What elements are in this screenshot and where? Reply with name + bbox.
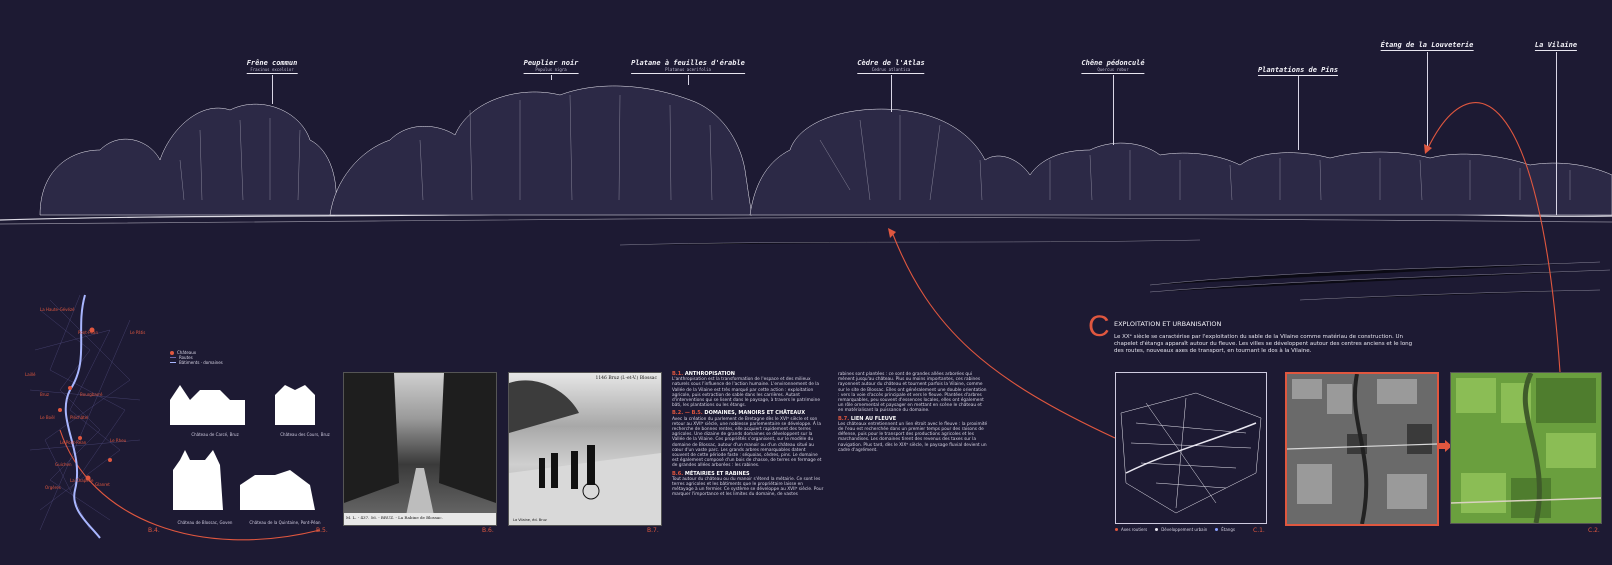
map-place-label: Bruz — [40, 392, 50, 397]
tree-name: Frêne commun — [246, 59, 298, 67]
map-place-label: Pléchâtel — [70, 415, 89, 420]
legend-label: Axes routiers — [1121, 527, 1148, 532]
tree-latin-name: Quercus robur — [1097, 67, 1129, 72]
paragraph-b6: Tout autour du château ou du manoir s'étend la métairie. Ce sont les terres agricoles et les bâtiments que le propriétaire laisse en métayage à un fermier. Ce système se développe au XVIIᵉ siècle. Pour marquer l'importance et les limites du domaine, de vastes — [672, 476, 824, 498]
figure-number-b6: B.6. — [482, 527, 494, 534]
photo-caption-1 — [346, 515, 443, 520]
tree-latin-name: Populus nigra — [535, 67, 567, 72]
tree-name: Plantations de Pins — [1257, 66, 1339, 74]
figure-number-b4: B.4. — [148, 527, 160, 534]
photo-caption-2: La Vilaine, éd. Bruz — [513, 518, 547, 522]
chateau-caption-3: Château de Blossac, Goven — [177, 520, 233, 525]
chateau-marker-icon — [170, 351, 174, 355]
map-place-label: Le Boël — [40, 415, 55, 420]
section-c-title: EXPLOITATION ET URBANISATION — [1114, 320, 1222, 328]
tree-name: La Vilaine — [1534, 41, 1578, 49]
chateau-silhouettes — [165, 370, 325, 520]
section-c-body: Le XXᵉ siècle se caractérise par l'exploitation du sable de la Vilaine comme matériau de construction. Un chapelet d'étangs apparaît autour du fleuve. Les villes se développent autour des centres anciens et le long des routes, nouveaux axes de transport, en tournant le dos à la Vilaine. — [1114, 334, 1413, 354]
axes-marker-icon — [1115, 528, 1118, 531]
paragraph-b1: L'anthropisation est la transformation de l'espace et des milieux naturels sous l'influence de l'action humaine. L'environnement de la Vallée de la Vilaine est très marqué par cette action : exploitation agricole, puis extraction de sable dans les carrières. Autant d'interventions qui se lisent dans le paysage, à travers le patrimoine bâti, les plantations ou les étangs. — [672, 377, 820, 409]
building-line-icon — [170, 362, 176, 363]
map-legend — [170, 350, 223, 365]
pond-marker-icon — [1215, 528, 1218, 531]
map-place-label: Guichen — [55, 462, 72, 467]
diagram-c1 — [1115, 372, 1267, 524]
tree-name: Peuplier noir — [523, 59, 579, 67]
map-place-label: Bourgbarré — [80, 392, 103, 397]
heading-number: B.1. — [672, 371, 684, 377]
heading-title: DOMAINES, MANOIRS ET CHÂTEAUX — [704, 410, 806, 417]
figure-number-b7: B.7. — [647, 527, 659, 534]
heading-title: LIEN AU FLEUVE — [850, 415, 897, 422]
paragraph-rabines: rabines sont plantées : ce sont de grandes allées arborées qui mènent jusqu'au château. Plus ou moins importantes, ces rabines rayonnent autour du château et tournent parfois la Vilaine, comme sur le site de Blossac. Elles ont généralement une double orientation : vers la voie d'accès principale et vers le fleuve. Plantées d'arbres remarquables, peu souvent d'essences locales, elles ont également un rôle ornemental et paysager en mettant en scène le château et en matérialisant la puissance du domaine. — [838, 372, 987, 414]
legend-batiments — [170, 360, 223, 365]
photo-caption-text: 56. - BRUZ. - La Rabine de Blossac. — [370, 515, 443, 520]
legend-label: Développement urbain — [1161, 527, 1208, 532]
paragraph-b2: Avec la création du parlement de Bretagne dès le XVIᵉ siècle et son retour au XVIIᵉ siècle, une noblesse parlementaire se développe. À la recherche de bonnes rentes, elle acquiert rapidement des terres agricoles. Une dizaine de grands domaines se développent sur la Vallée de la Vilaine. Ces propriétés s'organisent, sur le modèle du domaine de Blossac, autour d'un manoir ou d'un château situé au cœur d'un vaste parc. Les grands arbres remarquables datent souvent de cette période faste : séquoias, cèdres, pins. Le domaine est également composé d'un bois de chasse, de terres en fermage et de grandes allées arborées : les rabines. — [672, 416, 822, 469]
aerial-photo-color — [1450, 372, 1602, 524]
heading-number: B.2. — B.5. — [672, 410, 703, 417]
legend-axes — [1115, 527, 1147, 532]
tree-name: Chêne pédonculé — [1081, 59, 1145, 67]
heading-title: ANTHROPISATION — [684, 371, 735, 377]
legend-urbain — [1155, 527, 1207, 532]
tree-latin-name: Cedrus atlantica — [871, 67, 911, 72]
tree-latin-name: Fraxinus excelsior — [250, 67, 294, 72]
figure-number-c1: C.1. — [1253, 527, 1265, 534]
photo-prefix: M. L. - 437. — [346, 515, 370, 520]
map-place-label: Laillé — [25, 372, 36, 377]
photo-blossac-river — [508, 372, 662, 526]
map-place-label: La Chapelle — [70, 478, 94, 483]
chateau-caption-2: Château des Cours, Bruz — [280, 432, 330, 437]
aerial-photo-bw — [1285, 372, 1439, 526]
map-place-label: Glanret — [95, 482, 110, 487]
map-place-label: La Haute-Gévézé — [40, 307, 75, 312]
urban-marker-icon — [1155, 528, 1158, 531]
tree-name: Étang de la Louveterie — [1380, 41, 1474, 49]
heading-number: B.7. — [838, 415, 850, 422]
section-heading-b2 — [672, 411, 824, 416]
chateau-caption-1: Château de Carcé, Bruz — [191, 432, 239, 437]
route-line-icon — [170, 357, 176, 358]
photo-title-2: 1146 Bruz (I.-et-V.) Blossac — [595, 376, 657, 381]
heading-number: B.6. — [672, 470, 684, 477]
map-place-label: Le Pâtis — [130, 330, 146, 335]
text-column-1 — [672, 372, 824, 498]
map-place-label: Orgères — [45, 485, 61, 490]
heading-title: MÉTAIRIES ET RABINES — [684, 470, 750, 477]
c-legend — [1115, 527, 1235, 532]
legend-label: Routes — [179, 355, 193, 360]
legend-label: Étangs — [1221, 527, 1235, 532]
legend-etangs — [1215, 527, 1235, 532]
tree-latin-name: Platanus acerifolia — [665, 67, 711, 72]
figure-number-b5: B.5. — [316, 527, 328, 534]
tree-name: Cèdre de l'Atlas — [857, 59, 925, 67]
text-column-2 — [838, 372, 988, 453]
legend-label: Châteaux — [177, 350, 197, 355]
photo-rabine-de-blossac — [343, 372, 497, 526]
map-place-label: Le Pont-Réan — [60, 440, 87, 445]
paragraph-b7: Les châteaux entretiennent un lien étroit avec le fleuve : la proximité de l'eau est recherchée dans un premier temps pour des raisons de défense, puis pour le transport des productions agricoles et les marchandises. Les domaines tirent des revenus des taxes sur la navigation. Plus tard, dès le XIXᵉ siècle, le paysage fluvial devient un cadre d'agrément. — [838, 421, 988, 453]
legend-label: Bâtiments · domaines — [179, 360, 223, 365]
chateau-caption-4: Château de la Quintaine, Pont-Péan — [249, 520, 321, 525]
section-c-letter: C — [1088, 310, 1110, 343]
map-place-label: Pont-Péan — [78, 330, 98, 335]
map-place-label: Le Rheu — [110, 438, 127, 443]
tree-name: Platane à feuilles d'érable — [631, 59, 745, 67]
figure-number-c2: C.2. — [1588, 527, 1600, 534]
